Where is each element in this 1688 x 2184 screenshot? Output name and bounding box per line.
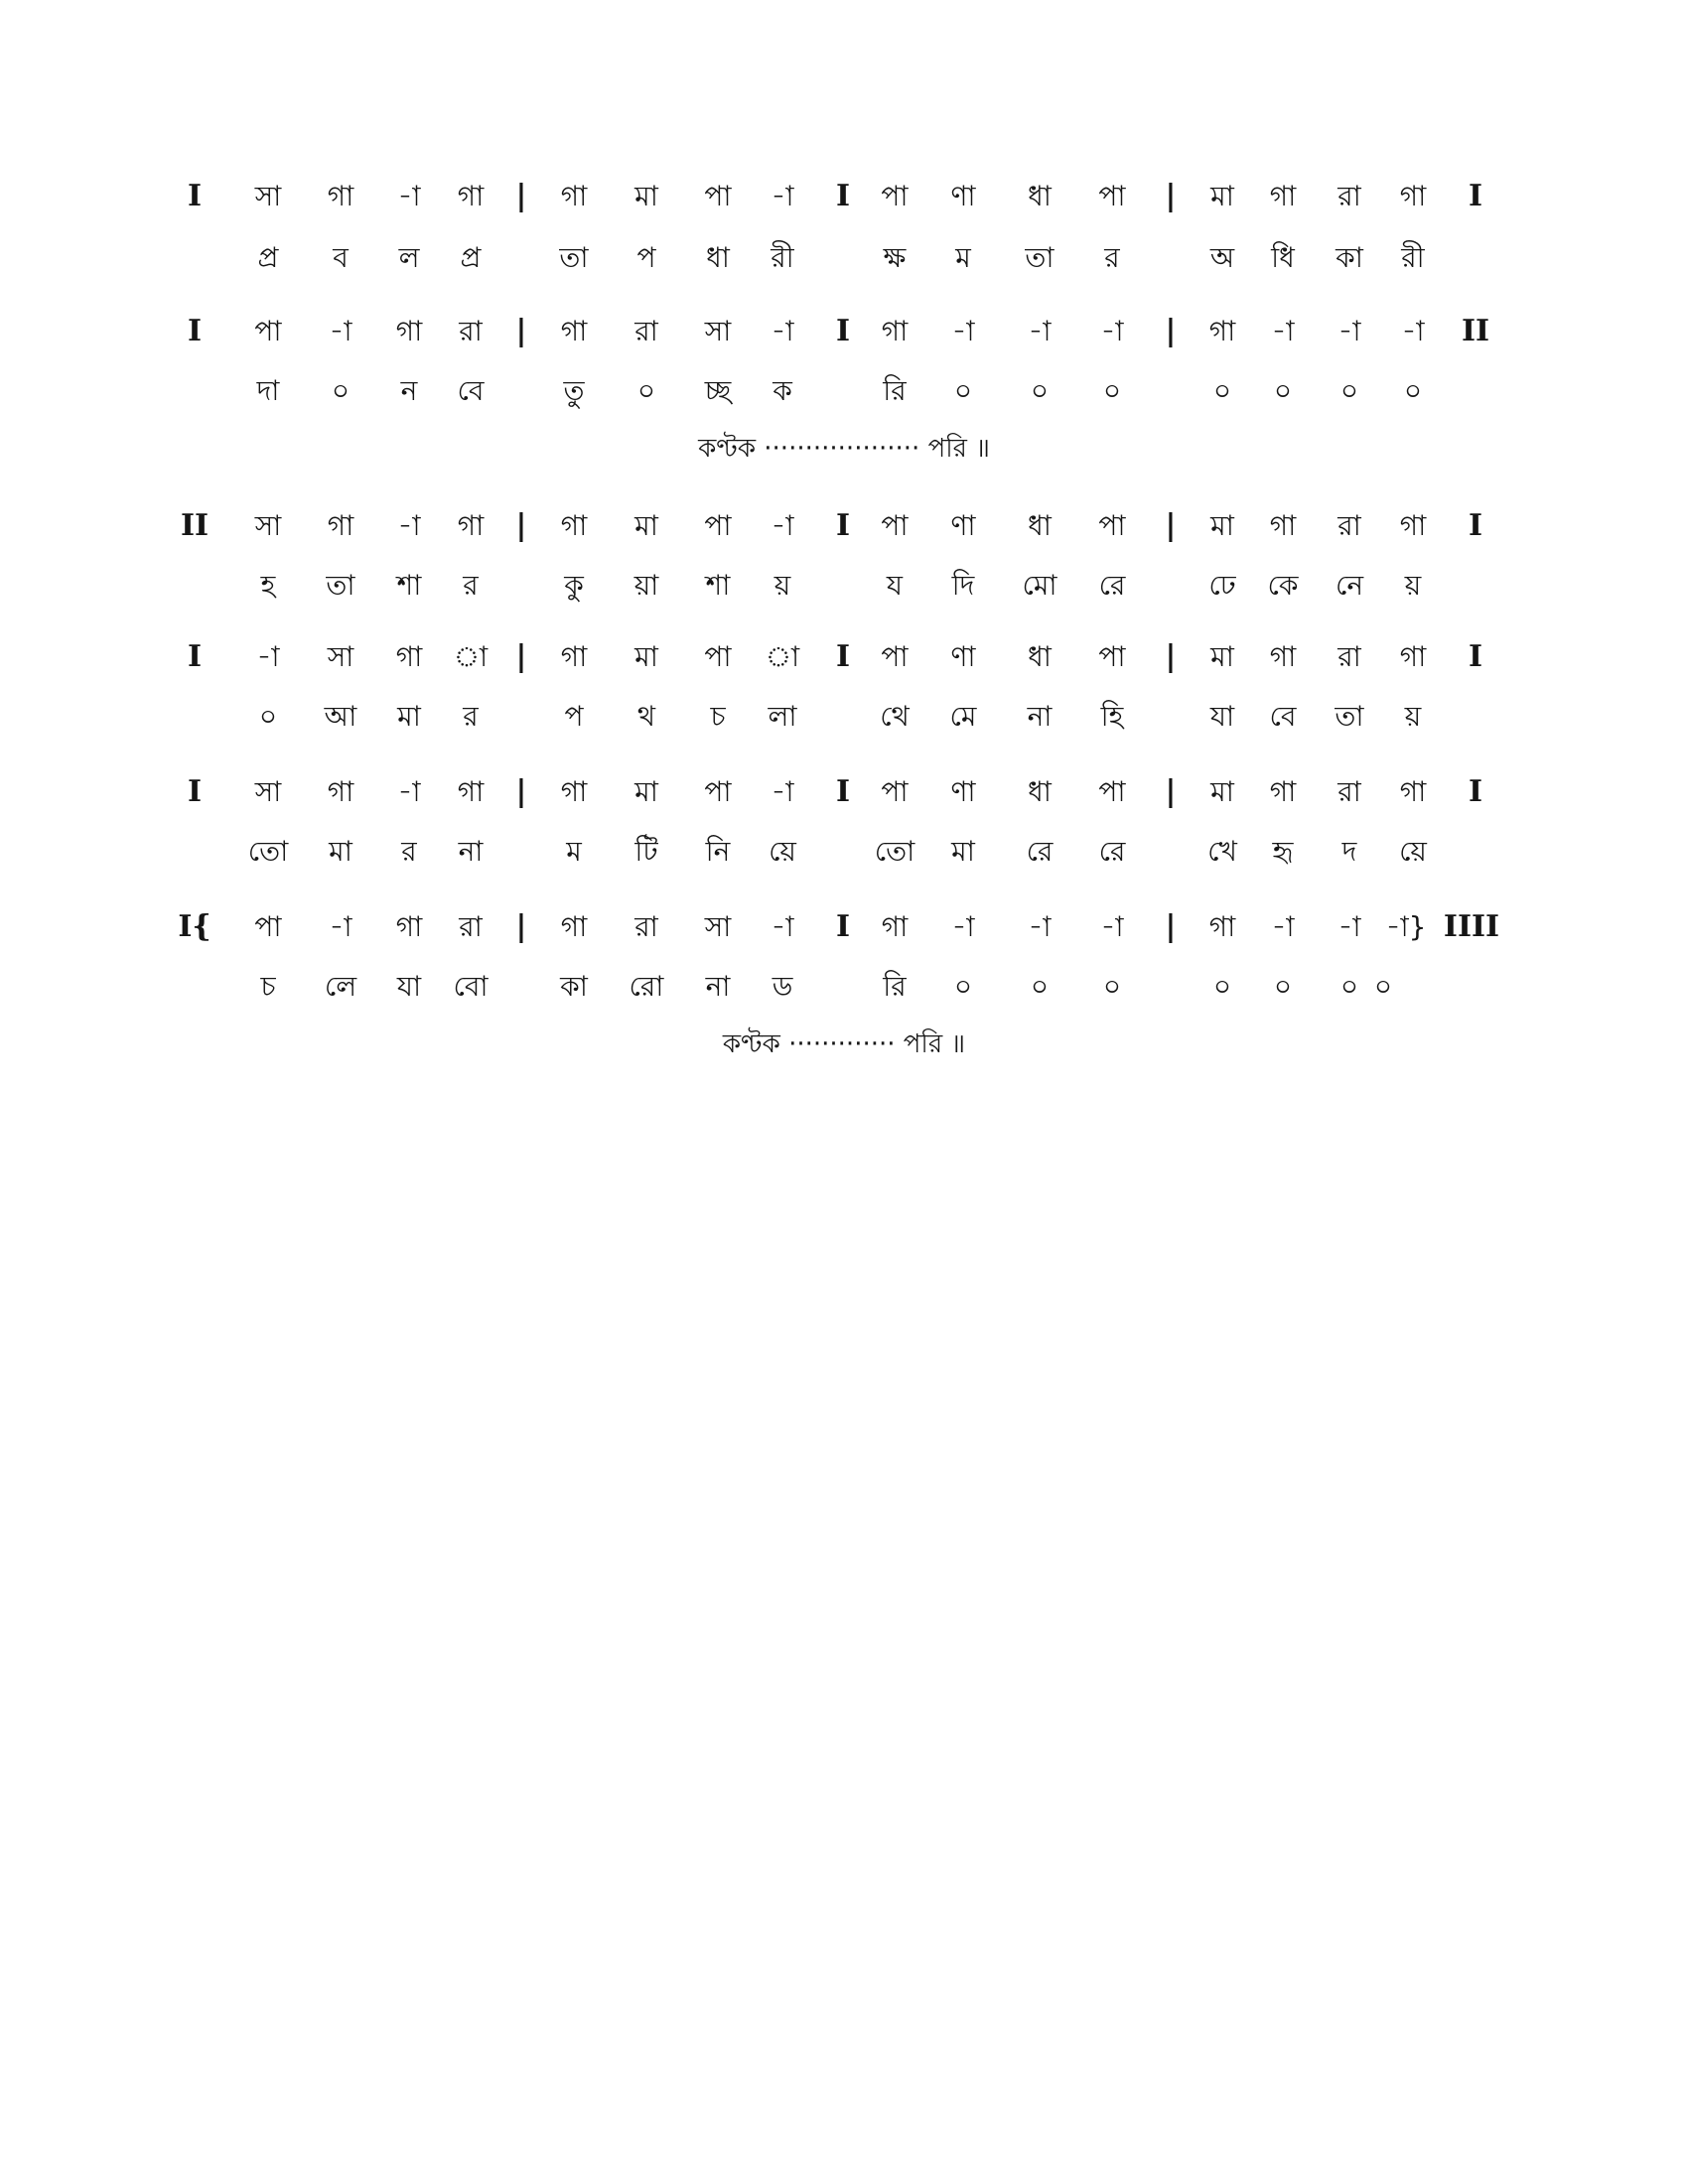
lyric-syllable: য় [1404,700,1422,733]
note: -া [1401,315,1425,347]
lyric-syllable: য় [1404,569,1422,602]
lyric-syllable: মা [397,700,421,733]
lyric-syllable: দ [1341,835,1357,868]
lyric-syllable: তা [1025,241,1055,274]
lyric-syllable: হৃ [1272,835,1294,868]
lyric-syllable: ম [566,835,582,868]
lyric-syllable: তো [247,835,289,868]
lyric-syllable: ০ [1030,970,1050,1003]
lyric-syllable: বে [1269,700,1297,733]
note: মা [1210,640,1234,673]
note: -া [771,775,794,808]
note: ণা [950,775,976,808]
note: া [765,640,800,673]
note: পা [1098,775,1126,808]
note: -া [329,910,352,943]
lyric-syllable: য়ে [769,835,796,868]
note: গা [457,775,485,808]
note: গা [327,509,354,542]
bar-mark: I [1468,508,1483,543]
note: গা [1399,180,1427,212]
note: পা [881,775,909,808]
lyric-syllable: প [636,241,656,274]
note: -া [951,315,975,347]
lyrics-row-6 [0,965,1688,1009]
lyric-syllable: নে [1335,569,1364,602]
lyric-syllable: রে [1026,835,1054,868]
lyric-syllable: ল [398,241,420,274]
note: গা [395,640,423,673]
bar-mark: | [515,508,527,543]
lyric-syllable: না [1027,700,1053,733]
lyric-syllable: র [463,569,479,602]
lyric-syllable: ০ [1102,970,1122,1003]
lyric-syllable: য়ে [1399,835,1427,868]
note: ধা [1028,775,1052,808]
note: ণা [950,180,976,212]
lyric-syllable: চ [260,970,276,1003]
note: পা [1098,640,1126,673]
bar-mark: I{ [178,909,211,944]
lyric-syllable: রে [1098,835,1126,868]
bar-mark: | [1165,314,1177,348]
note: গা [1208,910,1236,943]
lyric-syllable: প্র [257,241,279,274]
lyric-syllable: অ [1209,241,1235,274]
lyric-syllable: টি [634,835,658,868]
note: -া [397,775,421,808]
lyrics-row-3 [0,564,1688,608]
lyric-syllable: মে [949,700,977,733]
lyric-syllable: ০ [1339,374,1359,407]
notes-row-6 [0,905,1688,949]
note: সা [254,775,282,808]
lyric-syllable: ক্ষ [883,241,907,274]
note: া [453,640,489,673]
note: -া [771,910,794,943]
note: গা [1208,315,1236,347]
note: গা [560,910,588,943]
note: রা [1337,509,1361,542]
note: মা [1210,775,1234,808]
lyric-syllable: র [463,700,479,733]
lyric-syllable: তু [563,374,585,407]
note: পা [254,315,282,347]
bar-mark: | [1165,639,1177,674]
note: রা [634,910,658,943]
lyric-syllable: তা [559,241,589,274]
note: গা [1269,180,1297,212]
note: মা [1210,180,1234,212]
lyric-syllable: ব [333,241,349,274]
note: গা [1399,775,1427,808]
note: মা [1210,509,1234,542]
lyric-syllable: ০ [1339,970,1359,1003]
lyric-syllable: ০ [1273,374,1293,407]
lyric-syllable: না [458,835,484,868]
note: -া [1028,910,1052,943]
note: -া [771,315,794,347]
bar-mark: I [187,179,203,213]
bar-mark: I [835,774,851,809]
lyric-syllable: ০ [258,700,278,733]
note: সা [254,509,282,542]
lyric-syllable: র [1104,241,1120,274]
lyrics-row-5 [0,830,1688,874]
note: গা [881,315,909,347]
note: পা [1098,509,1126,542]
note: রা [1337,775,1361,808]
lyric-syllable: না [705,970,731,1003]
lyric-syllable: বে [457,374,485,407]
note: -া [771,180,794,212]
note: পা [881,509,909,542]
note: পা [1098,180,1126,212]
bar-mark: | [515,314,527,348]
note: ধা [1028,509,1052,542]
note: গা [327,775,354,808]
bar-mark: II [1461,314,1490,348]
note: গা [327,180,354,212]
lyric-syllable: ঢে [1208,569,1236,602]
lyrics-row-1 [0,236,1688,280]
bar-mark: II [180,508,210,543]
lyric-syllable: ন [400,374,418,407]
lyric-syllable: কে [1267,569,1299,602]
lyric-syllable: মা [329,835,352,868]
lyrics-row-4 [0,695,1688,739]
lyric-syllable: যা [396,970,422,1003]
lyric-syllable: ০ [1102,374,1122,407]
note: -া [397,509,421,542]
note: সা [704,315,732,347]
lyric-syllable: তা [326,569,355,602]
note: ধা [1028,640,1052,673]
notes-row-3 [0,504,1688,548]
note: সা [254,180,282,212]
lyric-syllable: আ [324,700,357,733]
notes-row-5 [0,770,1688,814]
note: পা [704,640,732,673]
lyric-syllable: কা [1336,241,1363,274]
lyric-syllable: শা [705,569,731,602]
lyric-syllable: ধা [706,241,730,274]
lyric-syllable: দি [951,569,975,602]
bar-mark: | [1165,909,1177,944]
lyric-syllable: ০ [1373,970,1393,1003]
bar-mark: I [835,508,851,543]
notes-row-1 [0,175,1688,218]
lyric-syllable: ০ [1212,970,1232,1003]
note: মা [634,640,658,673]
lyrics-row-2 [0,369,1688,413]
note: মা [634,775,658,808]
lyric-syllable: হি [1100,700,1124,733]
note: -া [397,180,421,212]
note: পা [254,910,282,943]
note: গা [1269,509,1297,542]
note: পা [881,640,909,673]
bar-mark: | [515,909,527,944]
note: -া [1271,910,1295,943]
note: পা [704,509,732,542]
bar-mark: | [1165,179,1177,213]
note: গা [560,315,588,347]
lyric-syllable: প [564,700,584,733]
lyric-syllable: প্র [460,241,482,274]
bar-mark: I [835,909,851,944]
lyric-syllable: ০ [1030,374,1050,407]
lyric-syllable: থে [880,700,910,733]
lyric-syllable: ০ [1273,970,1293,1003]
note: গা [1399,509,1427,542]
lyric-syllable: রো [629,970,664,1003]
note: গা [560,509,588,542]
bar-mark: I [187,314,203,348]
lyric-syllable: চ [710,700,726,733]
note: রা [1337,180,1361,212]
lyric-syllable: থ [636,700,656,733]
lyric-syllable: ০ [1403,374,1423,407]
lyric-syllable: তা [1335,700,1364,733]
note: পা [704,775,732,808]
bar-mark: | [515,179,527,213]
note: -া [1337,910,1361,943]
note: -া [1028,315,1052,347]
lyric-syllable: লে [324,970,357,1003]
note: সা [327,640,354,673]
note: গা [881,910,909,943]
note: -া [771,509,794,542]
lyric-syllable: ০ [953,374,973,407]
note: গা [395,910,423,943]
note: গা [1269,640,1297,673]
note: -া [1337,315,1361,347]
lyric-syllable: রি [883,970,907,1003]
bar-mark: IIII [1443,909,1500,944]
note: গা [560,640,588,673]
lyric-syllable: হ [260,569,276,602]
lyric-syllable: দা [256,374,280,407]
bar-mark: | [515,774,527,809]
bar-mark: | [515,639,527,674]
refrain-cue: কণ্টক ··················· পরি ॥ [698,434,990,464]
lyric-syllable: রি [883,374,907,407]
note: রা [459,910,483,943]
bar-mark: I [1468,774,1483,809]
lyric-syllable: রী [771,241,794,274]
lyric-syllable: রী [1401,241,1425,274]
lyric-syllable: কু [564,569,584,602]
lyric-syllable: লা [768,700,797,733]
lyric-syllable: ০ [636,374,656,407]
bar-mark: | [1165,774,1177,809]
lyric-syllable: ম [955,241,971,274]
lyric-syllable: খে [1207,835,1237,868]
bar-mark: I [835,314,851,348]
note: গা [1399,640,1427,673]
lyric-syllable: যা [1209,700,1235,733]
note: পা [881,180,909,212]
notes-row-4 [0,635,1688,679]
lyric-syllable: য় [774,569,791,602]
note: রা [1337,640,1361,673]
lyric-syllable: চ্ছ [704,374,732,407]
lyric-syllable: কা [560,970,588,1003]
note: সা [704,910,732,943]
lyric-syllable: য [886,569,904,602]
note: -া [1100,910,1124,943]
bar-mark: I [835,639,851,674]
note: -া [951,910,975,943]
notes-row-2 [0,310,1688,353]
note: ণা [950,509,976,542]
lyric-syllable: ০ [331,374,351,407]
lyric-syllable: মা [951,835,975,868]
note: -া [1100,315,1124,347]
note: গা [560,180,588,212]
lyric-syllable: তো [874,835,915,868]
bar-mark: I [1468,639,1483,674]
lyric-syllable: নি [705,835,731,868]
lyric-syllable: ধি [1271,241,1295,274]
bar-mark: | [1165,508,1177,543]
bar-mark: I [187,639,203,674]
note: গা [560,775,588,808]
note: রা [634,315,658,347]
note: ণা [950,640,976,673]
lyric-syllable: শা [396,569,422,602]
refrain-cue: কণ্টক ············· পরি ॥ [722,1029,966,1059]
note: -া} [1385,910,1427,943]
lyric-syllable: য়া [633,569,659,602]
lyric-syllable: ০ [953,970,973,1003]
note: -া [256,640,280,673]
note: গা [457,180,485,212]
note: গা [457,509,485,542]
lyric-syllable: ড [772,970,793,1003]
note: মা [634,180,658,212]
lyric-syllable: র [401,835,417,868]
note: -া [329,315,352,347]
bar-mark: I [187,774,203,809]
lyric-syllable: ০ [1212,374,1232,407]
note: গা [395,315,423,347]
lyric-syllable: রে [1098,569,1126,602]
note: রা [459,315,483,347]
note: ধা [1028,180,1052,212]
bar-mark: I [835,179,851,213]
note: গা [1269,775,1297,808]
lyric-syllable: মো [1022,569,1057,602]
note: পা [704,180,732,212]
note: মা [634,509,658,542]
bar-mark: I [1468,179,1483,213]
lyric-syllable: ক [773,374,792,407]
note: -া [1271,315,1295,347]
lyric-syllable: বো [453,970,489,1003]
